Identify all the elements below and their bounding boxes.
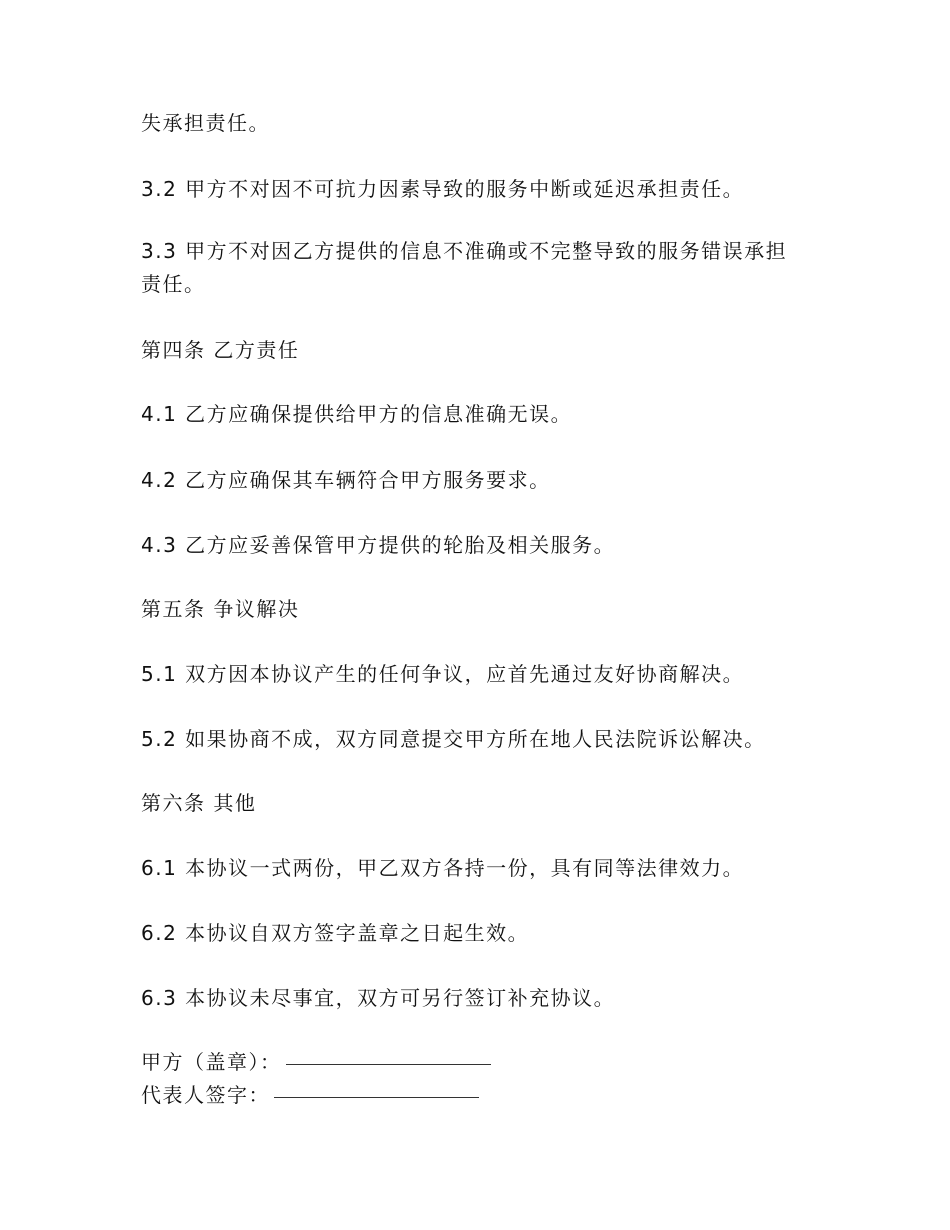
article-6-heading: 第六条 其他 — [141, 791, 257, 815]
signature-party-a-label: 甲方（盖章）： — [141, 1050, 282, 1074]
signature-representative-label: 代表人签字： — [141, 1083, 270, 1107]
clause-6-1: 6.1 本协议一式两份，甲乙双方各持一份，具有同等法律效力。 — [141, 856, 745, 880]
clause-4-1: 4.1 乙方应确保提供给甲方的信息准确无误。 — [141, 402, 573, 426]
clause-3-2: 3.2 甲方不对因不可抗力因素导致的服务中断或延迟承担责任。 — [141, 177, 745, 201]
clause-3-3: 3.3 甲方不对因乙方提供的信息不准确或不完整导致的服务错误承担责任。 — [141, 239, 788, 296]
signature-representative-blank[interactable] — [274, 1077, 479, 1098]
signature-party-a — [141, 1046, 491, 1079]
clause-5-2: 5.2 如果协商不成，双方同意提交甲方所在地人民法院诉讼解决。 — [141, 727, 766, 751]
signature-party-a-blank[interactable] — [286, 1044, 491, 1065]
clause-5-1: 5.1 双方因本协议产生的任何争议，应首先通过友好协商解决。 — [141, 662, 745, 686]
paragraph-3-1-continuation: 失承担责任。 — [141, 111, 270, 135]
clause-6-3: 6.3 本协议未尽事宜，双方可另行签订补充协议。 — [141, 986, 616, 1010]
clause-4-3: 4.3 乙方应妥善保管甲方提供的轮胎及相关服务。 — [141, 533, 616, 557]
clause-4-2: 4.2 乙方应确保其车辆符合甲方服务要求。 — [141, 468, 551, 492]
article-4-heading: 第四条 乙方责任 — [141, 338, 300, 362]
signature-representative — [141, 1079, 479, 1112]
article-5-heading: 第五条 争议解决 — [141, 597, 300, 621]
clause-6-2: 6.2 本协议自双方签字盖章之日起生效。 — [141, 921, 530, 945]
